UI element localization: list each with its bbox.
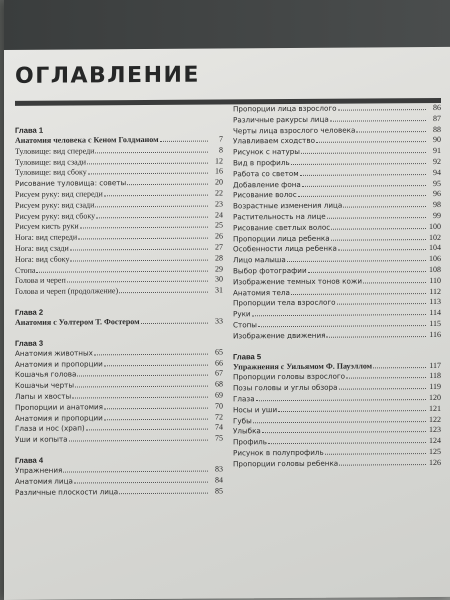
toc-page-number: 116	[429, 329, 441, 339]
toc-leader-dots	[287, 259, 426, 262]
toc-entry-title: Позы головы и углы обзора	[233, 382, 338, 393]
toc-leader-dots	[70, 248, 208, 251]
toc-entry-title: Рисунок с натуры	[233, 147, 300, 157]
toc-page-number: 67	[215, 368, 223, 378]
toc-entry-title: Голова и череп (продолжение)	[15, 286, 119, 297]
page-top-band	[4, 0, 450, 50]
toc-page-number: 115	[429, 318, 441, 328]
toc-page-number: 8	[219, 145, 223, 155]
toc-leader-dots	[256, 398, 426, 401]
toc-page-number: 25	[215, 220, 223, 230]
toc-entry-title: Анатомия животных	[15, 348, 93, 358]
toc-entry-title: Анатомия лица	[15, 476, 73, 486]
toc-entry-title: Стопы	[233, 320, 257, 330]
toc-leader-dots	[88, 172, 208, 175]
toc-page-number: 24	[215, 210, 223, 220]
toc-leader-dots	[338, 108, 426, 111]
toc-leader-dots	[127, 183, 208, 186]
toc-leader-dots	[87, 161, 208, 164]
toc-entry-title: Различные ракурсы лица	[233, 114, 329, 125]
toc-leader-dots	[119, 491, 208, 494]
toc-leader-dots	[104, 194, 208, 197]
toc-page-number: 99	[433, 210, 441, 220]
toc-entry-title: Изображение движения	[233, 330, 326, 341]
toc-entry-title: Профиль	[233, 437, 268, 447]
toc-entry-title: Работа со светом	[233, 168, 299, 179]
toc-entry-title: Анатомия с Уолтером Т. Фостером	[15, 317, 140, 327]
toc-entry-title: Кошачьи черты	[15, 380, 75, 391]
toc-leader-dots	[316, 140, 426, 143]
toc-leader-dots	[86, 428, 208, 431]
toc-page-number: 22	[215, 188, 223, 198]
toc-page-number: 104	[429, 243, 441, 253]
toc-entry-title: Рисуем руку: вид сзади	[15, 200, 95, 210]
toc-leader-dots	[343, 205, 426, 208]
toc-page-number: 29	[215, 264, 223, 274]
toc-page-number: 69	[215, 390, 223, 400]
toc-leader-dots	[119, 291, 208, 294]
toc-entry-title: Туловище: вид сзади	[15, 157, 87, 167]
toc-entry-title: Лапы и хвосты	[15, 391, 72, 401]
toc-page-number: 83	[215, 464, 223, 474]
toc-page-number: 106	[429, 254, 441, 264]
toc-page-number: 120	[429, 392, 441, 402]
toc-page-number: 12	[215, 156, 223, 166]
toc-entry-title: Анатомия человека с Кеном Голдманом	[15, 134, 159, 145]
chapter-heading: Глава 1	[15, 125, 44, 135]
toc-left-column	[15, 123, 223, 498]
toc-page-number: 16	[215, 166, 223, 176]
toc-entry-title: Пропорции лица взрослого	[233, 103, 337, 114]
toc-leader-dots	[278, 409, 426, 412]
toc-page-number: 98	[433, 200, 441, 210]
toc-entry-title: Анатомия тела	[233, 287, 290, 297]
toc-entry-title: Рисуем кисть руки	[15, 221, 79, 232]
toc-leader-dots	[96, 215, 208, 218]
toc-page-number: 87	[433, 113, 441, 123]
toc-entry-title: Губы	[233, 415, 252, 425]
toc-leader-dots	[346, 376, 426, 379]
toc-page-number: 112	[429, 286, 441, 296]
toc-entry-title: Пропорции тела взрослого	[233, 298, 336, 308]
toc-page-number: 110	[429, 275, 441, 285]
toc-page-number: 30	[215, 274, 223, 284]
toc-leader-dots	[300, 173, 426, 176]
toc-page-number: 100	[429, 221, 441, 231]
toc-entry-title: Рисуем руку: вид сбоку	[15, 210, 96, 221]
toc-page-number: 84	[215, 475, 223, 485]
toc-entry-title: Стопа	[15, 265, 36, 275]
toc-page-number: 26	[215, 231, 223, 241]
toc-leader-dots	[95, 150, 208, 153]
toc-leader-dots	[95, 204, 208, 207]
toc-leader-dots	[80, 226, 208, 229]
toc-leader-dots	[291, 162, 426, 165]
toc-leader-dots	[141, 322, 208, 324]
toc-page-number: 86	[433, 102, 441, 113]
toc-leader-dots	[356, 130, 426, 132]
toc-leader-dots	[339, 387, 427, 390]
toc-leader-dots	[331, 227, 426, 230]
toc-leader-dots	[331, 238, 426, 241]
toc-entry-title: Глаза	[233, 394, 255, 404]
toc-page-number: 113	[429, 297, 441, 307]
toc-entry-title: Пропорции и анатомия	[15, 402, 104, 412]
toc-leader-dots	[301, 151, 426, 154]
toc-entry-title: Кошачья голова	[15, 369, 77, 380]
toc-leader-dots	[339, 463, 426, 466]
toc-page-number: 95	[433, 178, 441, 188]
toc-page-number: 70	[215, 401, 223, 411]
toc-leader-dots	[70, 258, 208, 261]
toc-entry-title: Руки	[233, 309, 251, 319]
toc-leader-dots	[262, 430, 426, 433]
toc-page-number: 28	[215, 253, 223, 263]
toc-entry-title: Нога: вид спереди	[15, 232, 78, 243]
toc-entry-title: Улыбка	[233, 426, 261, 436]
toc-leader-dots	[325, 452, 426, 455]
toc-page-number: 20	[215, 177, 223, 187]
toc-leader-dots	[298, 194, 426, 197]
toc-leader-dots	[291, 292, 426, 295]
toc-entry-title: Анатомия и пропорции	[15, 358, 103, 369]
toc-entry[interactable]	[15, 486, 223, 498]
toc-page-number: 66	[215, 358, 223, 368]
toc-page-number: 119	[429, 382, 441, 392]
toc-page-number: 121	[429, 403, 441, 413]
toc-entry-title: Рисование светлых волос	[233, 222, 331, 233]
toc-leader-dots	[326, 335, 426, 338]
toc-entry-title: Уши и копыта	[15, 434, 68, 445]
toc-entry-title: Лицо малыша	[233, 255, 286, 265]
toc-entry-title: Пропорции лица ребенка	[233, 233, 330, 243]
toc-page-number: 23	[215, 199, 223, 209]
toc-entry-title: Анатомия и пропорции	[15, 412, 103, 423]
toc-entry-title: Изображение темных тонов кожи	[233, 276, 362, 287]
toc-leader-dots	[337, 302, 426, 305]
toc-page-number: 92	[433, 156, 441, 166]
toc-page-number: 68	[215, 379, 223, 389]
toc-entry-title: Пропорции головы взрослого	[233, 371, 346, 382]
toc-entry-title: Пропорции головы ребенка	[233, 458, 339, 469]
toc-leader-dots	[63, 469, 208, 472]
toc-page-number: 118	[429, 371, 441, 381]
toc-leader-dots	[268, 441, 426, 444]
toc-page-number: 90	[433, 135, 441, 145]
toc-entry-title: Вид в профиль	[233, 157, 290, 168]
toc-page-number: 108	[429, 264, 441, 274]
toc-page-number: 27	[215, 242, 223, 252]
toc-page-number: 88	[433, 124, 441, 134]
toc-page-number: 114	[429, 308, 441, 318]
toc-page-number: 122	[429, 414, 441, 424]
chapter-heading: Глава 2	[15, 307, 44, 317]
toc-entry-title: Носы и уши	[233, 404, 278, 415]
toc-entry-title: Рисунок в полупрофиль	[233, 447, 324, 458]
toc-leader-dots	[302, 184, 426, 187]
toc-leader-dots	[160, 140, 208, 142]
toc-leader-dots	[363, 281, 426, 283]
toc-entry-title: Туловище: вид сбоку	[15, 167, 87, 178]
toc-leader-dots	[36, 269, 208, 272]
toc-entry-title: Нога: вид сзади	[15, 243, 69, 253]
toc-leader-dots	[104, 406, 208, 409]
toc-page-number: 91	[433, 146, 441, 156]
toc-page-number: 123	[429, 425, 441, 435]
toc-leader-dots	[104, 363, 208, 366]
toc-leader-dots	[94, 352, 208, 355]
toc-leader-dots	[327, 216, 426, 219]
toc-entry-title: Черты лица взрослого человека	[233, 125, 356, 135]
toc-entry-title: Различные плоскости лица	[15, 486, 119, 497]
toc-leader-dots	[78, 237, 208, 240]
chapter-heading: Глава 5	[233, 351, 262, 361]
toc-entry-title: Возрастные изменения лица	[233, 200, 343, 211]
toc-entry-title: Голова и череп	[15, 275, 66, 286]
toc-leader-dots	[104, 417, 208, 420]
toc-page-number: 126	[429, 457, 441, 467]
toc-leader-dots	[75, 385, 208, 388]
toc-leader-dots	[77, 374, 208, 377]
toc-page-number: 72	[215, 412, 223, 422]
toc-leader-dots	[373, 366, 426, 368]
toc-leader-dots	[72, 396, 208, 399]
toc-entry-title: Упражнения с Уильямом Ф. Пауэллом	[233, 360, 373, 371]
toc-leader-dots	[253, 420, 426, 423]
toc-right-column	[233, 103, 441, 470]
toc-entry-title: Растительность на лице	[233, 211, 326, 222]
toc-entry-title: Выбор фотографии	[233, 265, 307, 276]
toc-page-number: 117	[429, 360, 441, 370]
toc-leader-dots	[69, 439, 208, 442]
toc-entry-title: Глаза и нос (храп)	[15, 423, 85, 434]
toc-leader-dots	[67, 280, 208, 283]
toc-page-number: 85	[215, 485, 223, 496]
toc-page-number: 125	[429, 446, 441, 456]
toc-page-number: 124	[429, 436, 441, 446]
toc-page-number: 33	[215, 316, 223, 326]
toc-entry-title: Рисуем руку: вид спереди	[15, 189, 103, 199]
toc-page-number: 65	[215, 347, 223, 357]
toc-page-number: 96	[433, 189, 441, 199]
toc-page-number: 94	[433, 167, 441, 177]
page-title: ОГЛАВЛЕНИЕ	[15, 62, 200, 89]
toc-entry-title: Добавление фона	[233, 179, 301, 189]
toc-entry-title: Нога: вид сбоку	[15, 254, 70, 264]
toc-leader-dots	[338, 248, 426, 251]
toc-page-number: 74	[215, 422, 223, 432]
toc-page-number: 102	[429, 232, 441, 242]
toc-leader-dots	[330, 119, 426, 122]
toc-entry-title: Улавливаем сходство	[233, 136, 315, 146]
toc-leader-dots	[252, 313, 426, 316]
toc-entry[interactable]	[233, 458, 441, 470]
toc-page-number: 31	[215, 285, 223, 295]
toc-entry-title: Рисование волос	[233, 190, 297, 200]
toc-leader-dots	[74, 480, 208, 483]
toc-page-number: 7	[219, 134, 223, 144]
toc-entry-title: Упражнения	[15, 465, 63, 475]
toc-leader-dots	[308, 270, 426, 273]
chapter-heading: Глава 4	[15, 455, 44, 465]
toc-entry-title: Туловище: вид спереди	[15, 146, 95, 156]
chapter-heading: Глава 3	[15, 338, 44, 348]
book-page	[4, 0, 450, 600]
toc-page-number: 75	[215, 433, 223, 443]
toc-leader-dots	[258, 324, 426, 327]
toc-entry-title: Рисование туловища: советы	[15, 178, 127, 189]
toc-entry-title: Особенности лица ребенка	[233, 244, 337, 254]
